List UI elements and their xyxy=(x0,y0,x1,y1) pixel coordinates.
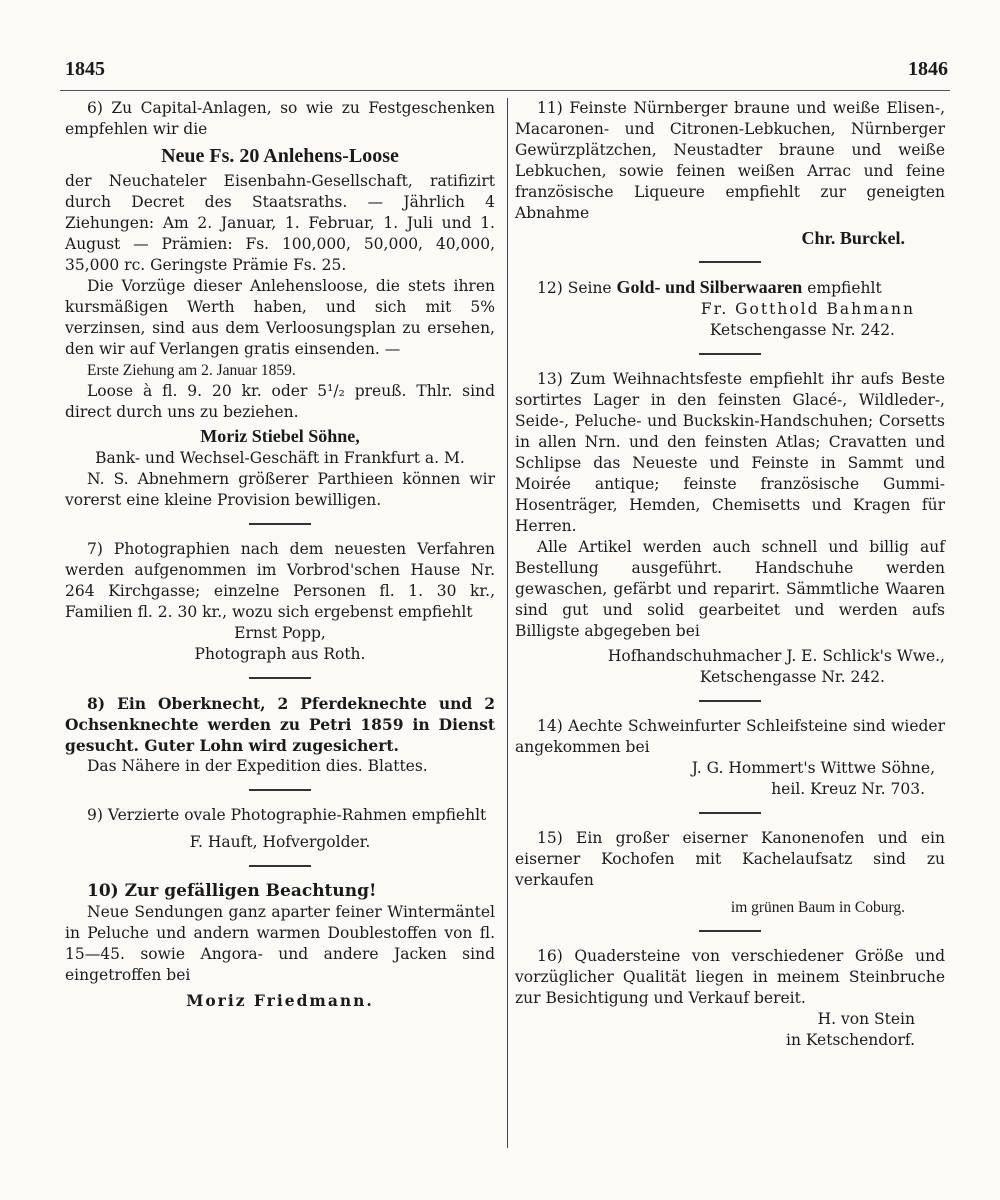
separator xyxy=(699,812,761,814)
ad-15 xyxy=(515,828,945,918)
ad-16-name: H. von Stein xyxy=(817,1010,915,1028)
ad-7-name: Ernst Popp, xyxy=(234,624,326,642)
ad-16 xyxy=(515,946,945,1051)
ad-10-name: Moriz Friedmann. xyxy=(186,991,374,1010)
ad-11-text: 11) Feinste Nürnberger braune und weiße Elisen-, Macaronen- und Citronen-Lebkuchen, Nürnberger Gewürzplätzchen, Neustadter braune und weiße Lebkuchen, sowie feinen weißen Arrac und feine französische Liqueure empfiehlt zur geneigten Abnahme xyxy=(515,99,945,222)
ad-6 xyxy=(65,98,495,511)
ad-16-text: 16) Quadersteine von verschiedener Größe und vorzüglicher Qualität liegen in meinem Steinbruche zur Besichtigung und Verkauf bereit. xyxy=(515,947,945,1007)
ad-12-goods: Gold- und Silberwaaren xyxy=(616,277,803,297)
separator xyxy=(699,353,761,355)
page-number-right: 1846 xyxy=(908,58,948,80)
ad-11 xyxy=(515,98,945,249)
ad-12 xyxy=(515,277,945,341)
ad-6-body2: Die Vorzüge dieser Anlehensloose, die stets ihren kursmäßigen Werth haben, und sich mit 5% verzinsen, sind aus dem Verloosungsplan zu ersehen, den wir auf Verlangen gratis einsenden. — xyxy=(65,277,495,358)
ad-13-text2: Alle Artikel werden auch schnell und billig auf Bestellung ausgeführt. Handschuhe werden gewaschen, gefärbt und reparirt. Sämmtliche Waaren sind gut und solid gearbeitet und werden aufs Billigste abgegeben bei xyxy=(515,538,945,640)
ad-10 xyxy=(65,881,495,1011)
ad-14 xyxy=(515,716,945,800)
ad-12-text-pre: 12) Seine xyxy=(537,279,612,297)
ad-9-name: F. Hauft, Hofvergolder. xyxy=(189,833,371,851)
header-rule xyxy=(60,90,950,91)
left-column xyxy=(65,98,495,1011)
ad-13 xyxy=(515,369,945,688)
separator xyxy=(249,789,311,791)
ad-15-text: 15) Ein großer eiserner Kanonenofen und ein eiserner Kochofen mit Kachelaufsatz sind zu verkaufen xyxy=(515,829,945,889)
ad-10-text: Neue Sendungen ganz aparter feiner Wintermäntel in Peluche und andern warmen Doublestoffen von fl. 15—45. sowie Angora- und andere Jacken sind eingetroffen bei xyxy=(65,903,495,984)
ad-7-role: Photograph aus Roth. xyxy=(194,645,366,663)
column-divider xyxy=(507,98,508,1148)
ad-6-firm: Moriz Stiebel Söhne, xyxy=(200,426,360,446)
ad-6-price: Loose à fl. 9. 20 kr. oder 5¹/₂ preuß. Thlr. sind direct durch uns zu beziehen. xyxy=(65,382,495,421)
ad-7-text: 7) Photographien nach dem neuesten Verfahren werden aufgenommen im Vorbrod'schen Hause Nr. 264 Kirchgasse; einzelne Personen fl. 1. 30 kr., Familien fl. 2. 30 kr., wozu sich ergebenst empfiehlt xyxy=(65,540,495,621)
separator xyxy=(249,677,311,679)
page-number-left: 1845 xyxy=(65,58,105,80)
ad-15-place: im grünen Baum in Coburg. xyxy=(730,899,905,916)
ad-10-title: 10) Zur gefälligen Beachtung! xyxy=(87,881,377,901)
ad-11-name: Chr. Burckel. xyxy=(801,228,905,248)
separator xyxy=(699,700,761,702)
ad-12-addr: Ketschengasse Nr. 242. xyxy=(709,321,895,339)
ad-8 xyxy=(65,693,495,777)
ad-9 xyxy=(65,805,495,853)
ad-6-intro: 6) Zu Capital-Anlagen, so wie zu Festgeschenken empfehlen wir die xyxy=(65,99,495,138)
ad-8-note: Das Nähere in der Expedition dies. Blattes. xyxy=(87,757,428,775)
ad-6-ns: N. S. Abnehmern größerer Parthieen können wir vorerst eine kleine Provision bewilligen. xyxy=(65,470,495,509)
right-column xyxy=(515,98,945,1051)
separator xyxy=(249,523,311,525)
ad-13-addr: Ketschengasse Nr. 242. xyxy=(699,668,885,686)
ad-13-text: 13) Zum Weihnachtsfeste empfiehlt ihr aufs Beste sortirtes Lager in den feinsten Glacé-, Wildleder-, Seide-, Peluche- und Buckskin-Handschuhen; Corsetts in allen Nrn. und den feinsten Atlas; Cravatten und Schlipse das Neueste und Feinste in Sammt und Moirée antique; feinste französische Gummi-Hosenträger, Hemden, Chemisetts und Kragen für Herren. xyxy=(515,370,945,535)
ad-14-addr: heil. Kreuz Nr. 703. xyxy=(771,780,925,798)
ad-16-place: in Ketschendorf. xyxy=(786,1031,915,1049)
separator xyxy=(699,261,761,263)
ad-7 xyxy=(65,539,495,665)
ad-6-draw: Erste Ziehung am 2. Januar 1859. xyxy=(87,362,296,379)
ad-14-text: 14) Aechte Schweinfurter Schleifsteine sind wieder angekommen bei xyxy=(515,717,945,756)
ad-13-name: Hofhandschuhmacher J. E. Schlick's Wwe., xyxy=(607,647,945,665)
ad-6-body1: der Neuchateler Eisenbahn-Gesellschaft, ratifizirt durch Decret des Staatsraths. — Jährlich 4 Ziehungen: Am 2. Januar, 1. Februar, 1. Juli und 1. August — Prämien: Fs. 100,000, 50,000, 40,000, 35,000 rc. Geringste Prämie Fs. 25. xyxy=(65,172,495,274)
separator xyxy=(699,930,761,932)
ad-6-firm-sub: Bank- und Wechsel-Geschäft in Frankfurt a. M. xyxy=(95,449,465,467)
ad-14-name: J. G. Hommert's Wittwe Söhne, xyxy=(691,759,935,777)
ad-6-title: Neue Fs. 20 Anlehens-Loose xyxy=(161,145,399,167)
separator xyxy=(249,865,311,867)
ad-12-text-post: empfiehlt xyxy=(807,279,882,297)
ad-8-text: 8) Ein Oberknecht, 2 Pferdeknechte und 2 Ochsenknechte werden zu Petri 1859 in Dienst gesucht. Guter Lohn wird zugesichert. xyxy=(65,694,495,755)
ad-12-name: Fr. Gotthold Bahmann xyxy=(700,300,915,318)
ad-9-text: 9) Verzierte ovale Photographie-Rahmen empfiehlt xyxy=(87,806,487,824)
